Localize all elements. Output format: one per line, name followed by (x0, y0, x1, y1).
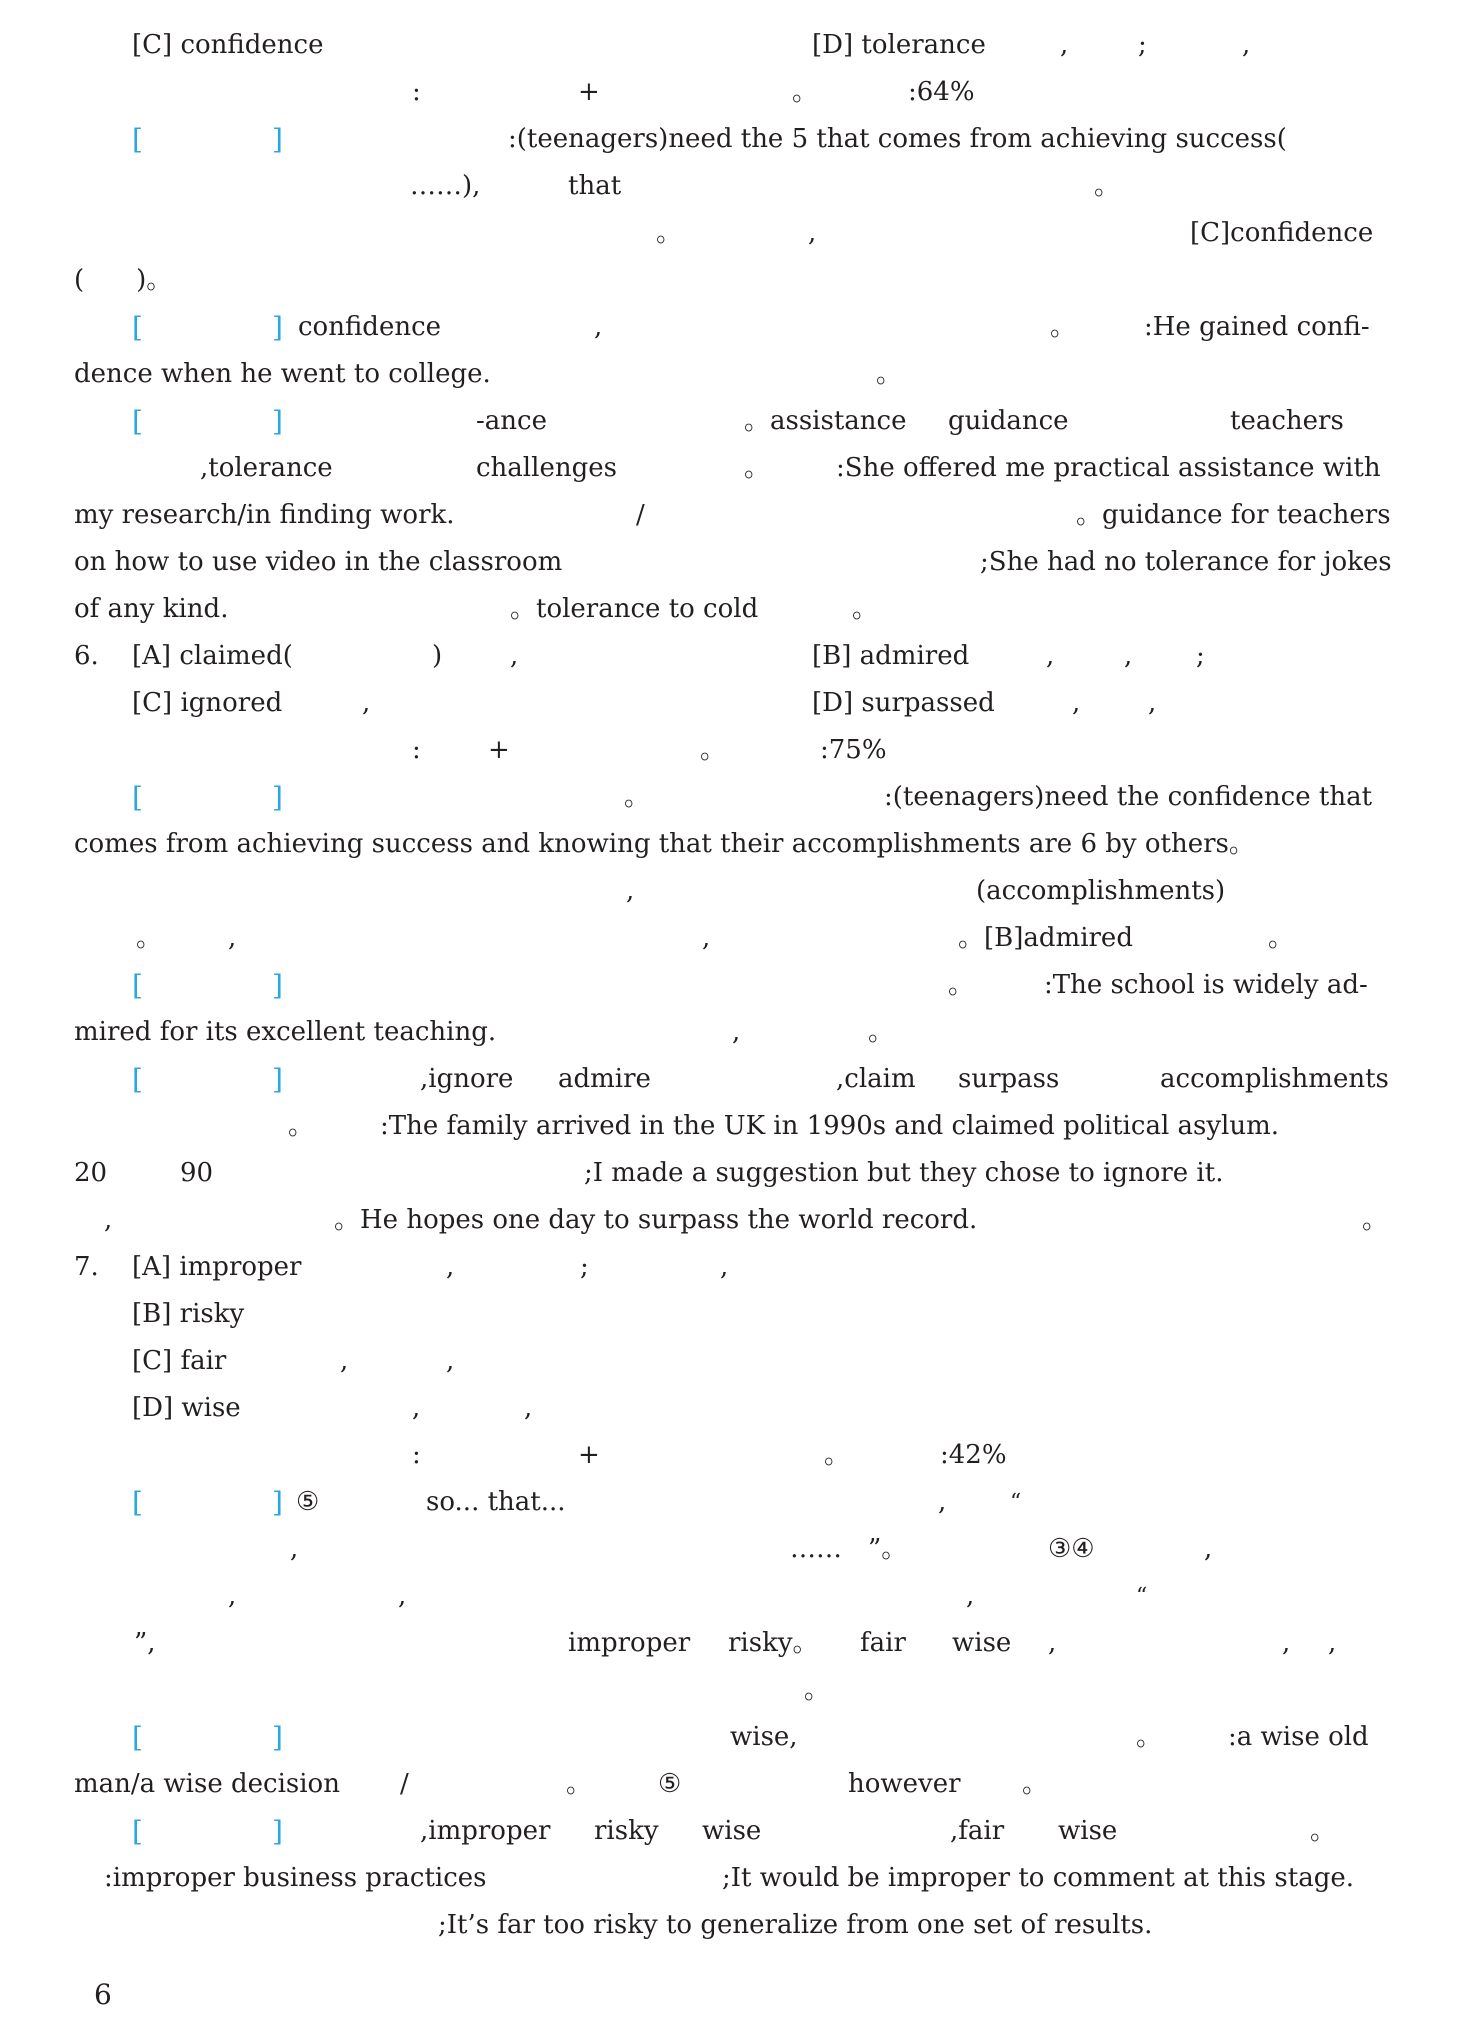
text-segment: that (568, 171, 622, 201)
text-segment: / (636, 500, 645, 530)
text-segment: : (412, 1440, 421, 1470)
annotation-bracket: ] (272, 123, 283, 156)
text-segment: so... that... (426, 1487, 566, 1517)
text-line (0, 1667, 1457, 1714)
text-line (0, 1479, 1457, 1526)
text-segment: fair (860, 1628, 906, 1658)
text-segment: [B] risky (132, 1299, 245, 1329)
text-segment: [C] fair (132, 1346, 227, 1376)
text-segment: , (104, 1205, 113, 1235)
text-line (0, 821, 1457, 868)
text-segment: 。 (1022, 1769, 1049, 1799)
text-segment: , (1060, 30, 1069, 60)
text-line (0, 1103, 1457, 1150)
text-line (0, 1385, 1457, 1432)
text-line (0, 1855, 1457, 1902)
text-segment: , (446, 1346, 455, 1376)
text-segment: 20 (74, 1158, 108, 1188)
text-segment: 90 (180, 1158, 214, 1188)
text-segment: on how to use video in the classroom (74, 547, 563, 577)
text-line (0, 1808, 1457, 1855)
text-segment: 6. (74, 641, 99, 671)
text-segment: + (578, 77, 600, 107)
text-segment: 。 (1268, 923, 1295, 953)
text-segment: :improper business practices (104, 1863, 487, 1893)
text-segment: 。 (566, 1769, 593, 1799)
text-segment: , (228, 1581, 237, 1611)
annotation-bracket: ] (272, 1063, 283, 1096)
text-segment: ;I made a suggestion but they chose to ignore it. (584, 1158, 1224, 1188)
text-segment: 。assistance (744, 406, 907, 436)
text-segment: ; (580, 1252, 589, 1282)
text-segment: , (1204, 1534, 1213, 1564)
text-segment: of any kind. (74, 594, 229, 624)
text-segment: , (1282, 1628, 1291, 1658)
text-segment: [C] confidence (132, 30, 324, 60)
page-number: 6 (94, 1978, 112, 2011)
text-segment: , (362, 688, 371, 718)
text-segment: “ (1136, 1584, 1148, 1609)
annotation-bracket: ] (272, 405, 283, 438)
text-segment: ”, (134, 1628, 156, 1658)
text-line (0, 1244, 1457, 1291)
text-segment: confidence (298, 312, 442, 342)
text-segment: 。tolerance to cold (510, 594, 759, 624)
text-segment: however (848, 1769, 961, 1799)
text-segment: mired for its excellent teaching. (74, 1017, 497, 1047)
text-segment: comes from achieving success and knowing that their accomplishments are 6 by others。 (74, 829, 1255, 859)
text-segment: :The school is widely ad- (1044, 970, 1368, 1000)
text-segment: , (228, 923, 237, 953)
text-segment: :She offered me practical assistance with (836, 453, 1381, 483)
text-segment: ,tolerance (200, 453, 333, 483)
text-segment: 。 (948, 970, 975, 1000)
text-segment: :He gained confi- (1144, 312, 1370, 342)
text-segment: 。 (792, 77, 819, 107)
text-segment: 。 (744, 453, 771, 483)
annotation-bracket: ] (272, 1721, 283, 1754)
text-segment: 。 (852, 594, 879, 624)
annotation-bracket: ] (272, 311, 283, 344)
text-segment: , (412, 1393, 421, 1423)
text-segment: 。 (1362, 1205, 1389, 1235)
text-segment: wise (702, 1816, 762, 1846)
text-line (0, 586, 1457, 633)
text-line (0, 1432, 1457, 1479)
text-line (0, 539, 1457, 586)
annotation-bracket: ] (272, 1486, 283, 1519)
text-segment: ⑤ (296, 1487, 320, 1517)
text-line (0, 1150, 1457, 1197)
text-line (0, 492, 1457, 539)
text-segment: [C]confidence (1190, 218, 1374, 248)
text-line (0, 1009, 1457, 1056)
annotation-bracket: [ (132, 1486, 143, 1519)
text-segment: , (1242, 30, 1251, 60)
text-segment: 。 (288, 1111, 315, 1141)
text-line (0, 1291, 1457, 1338)
text-segment: “ (1010, 1490, 1022, 1515)
text-line (0, 774, 1457, 821)
text-segment: surpass (958, 1064, 1060, 1094)
text-segment: admire (558, 1064, 651, 1094)
annotation-bracket: [ (132, 969, 143, 1002)
text-line (0, 210, 1457, 257)
text-segment: …… ”。 (790, 1534, 908, 1564)
text-segment: , (808, 218, 817, 248)
text-segment: ,improper (420, 1816, 551, 1846)
annotation-bracket: [ (132, 1063, 143, 1096)
text-segment: ③④ (1048, 1534, 1095, 1564)
text-segment: ;She had no tolerance for jokes (980, 547, 1392, 577)
text-segment: 。He hopes one day to surpass the world record. (334, 1205, 978, 1235)
text-segment: : (412, 735, 421, 765)
text-line (0, 304, 1457, 351)
text-line (0, 1526, 1457, 1573)
text-segment: my research/in finding work. (74, 500, 455, 530)
annotation-bracket: [ (132, 1721, 143, 1754)
annotation-bracket: [ (132, 405, 143, 438)
text-segment: [D] surpassed (812, 688, 995, 718)
text-segment: (accomplishments) (976, 876, 1226, 906)
text-segment: 。 (868, 1017, 895, 1047)
text-segment: 。 (876, 359, 903, 389)
text-segment: challenges (476, 453, 617, 483)
text-line (0, 1902, 1457, 1949)
text-line (0, 445, 1457, 492)
text-line (0, 257, 1457, 304)
text-segment: 。 (1136, 1722, 1163, 1752)
text-line (0, 1573, 1457, 1620)
text-line (0, 1056, 1457, 1103)
text-segment: , (290, 1534, 299, 1564)
text-line (0, 351, 1457, 398)
text-line (0, 633, 1457, 680)
text-segment: , (398, 1581, 407, 1611)
annotation-bracket: [ (132, 1815, 143, 1848)
text-segment: -ance (476, 406, 547, 436)
text-segment: ,claim (836, 1064, 916, 1094)
text-line (0, 1197, 1457, 1244)
text-segment: [A] claimed( (132, 641, 293, 671)
annotation-bracket: [ (132, 123, 143, 156)
text-line (0, 1338, 1457, 1385)
text-segment: ( )。 (74, 265, 173, 295)
text-segment: , (1046, 641, 1055, 671)
text-segment: , (594, 312, 603, 342)
text-line (0, 680, 1457, 727)
text-segment: :64% (908, 77, 975, 107)
text-segment: man/a wise decision (74, 1769, 340, 1799)
text-segment: ,ignore (420, 1064, 514, 1094)
text-segment: ;It would be improper to comment at this stage. (722, 1863, 1354, 1893)
text-segment: accomplishments (1160, 1064, 1389, 1094)
text-segment: , (938, 1487, 947, 1517)
text-segment: [B] admired (812, 641, 970, 671)
text-segment: : (412, 77, 421, 107)
text-segment: 。 (824, 1440, 851, 1470)
text-segment: :a wise old (1228, 1722, 1369, 1752)
text-line (0, 962, 1457, 1009)
text-segment: , (732, 1017, 741, 1047)
text-segment: , (702, 923, 711, 953)
text-line (0, 1620, 1457, 1667)
text-line (0, 915, 1457, 962)
text-line (0, 69, 1457, 116)
text-segment: 。 (1310, 1816, 1337, 1846)
text-segment: :The family arrived in the UK in 1990s and claimed political asylum. (380, 1111, 1280, 1141)
text-line (0, 727, 1457, 774)
annotation-bracket: ] (272, 1815, 283, 1848)
text-segment: / (400, 1769, 409, 1799)
text-segment: dence when he went to college. (74, 359, 491, 389)
text-segment: ⑤ (658, 1769, 682, 1799)
text-segment: [D] wise (132, 1393, 241, 1423)
text-segment: , (446, 1252, 455, 1282)
annotation-bracket: [ (132, 311, 143, 344)
text-segment: wise (1058, 1816, 1118, 1846)
text-line (0, 1714, 1457, 1761)
text-segment: :(teenagers)need the 5 that comes from achieving success( (508, 124, 1287, 154)
text-segment: 。 (804, 1675, 831, 1705)
text-segment: risky (594, 1816, 659, 1846)
text-segment: risky。 (728, 1628, 819, 1658)
text-segment: , (524, 1393, 533, 1423)
text-segment: ) (432, 641, 443, 671)
text-line (0, 22, 1457, 69)
text-segment: 。 (700, 735, 727, 765)
annotation-bracket: ] (272, 781, 283, 814)
text-segment: improper (568, 1628, 691, 1658)
text-segment: 。 (656, 218, 683, 248)
text-segment: ; (1196, 641, 1205, 671)
text-segment: ;It’s far too risky to generalize from one set of results. (438, 1910, 1153, 1940)
text-segment: , (626, 876, 635, 906)
text-segment: , (510, 641, 519, 671)
text-segment: + (488, 735, 510, 765)
text-segment: 。 (1094, 171, 1121, 201)
text-segment: [C] ignored (132, 688, 283, 718)
text-segment: ,fair (950, 1816, 1005, 1846)
text-segment: ……), (410, 171, 481, 201)
annotation-bracket: ] (272, 969, 283, 1002)
text-line (0, 163, 1457, 210)
text-segment: wise, (730, 1722, 798, 1752)
text-segment: , (1124, 641, 1133, 671)
text-segment: wise (952, 1628, 1012, 1658)
text-line (0, 398, 1457, 445)
text-line (0, 1761, 1457, 1808)
text-segment: guidance (948, 406, 1069, 436)
text-segment: , (1148, 688, 1157, 718)
text-segment: 7. (74, 1252, 99, 1282)
text-segment: :(teenagers)need the confidence that (884, 782, 1373, 812)
text-segment: 。 (1050, 312, 1077, 342)
text-segment: [A] improper (132, 1252, 302, 1282)
text-segment: , (720, 1252, 729, 1282)
text-segment: , (340, 1346, 349, 1376)
annotation-bracket: [ (132, 781, 143, 814)
text-segment: [D] tolerance (812, 30, 986, 60)
text-segment: , (1328, 1628, 1337, 1658)
text-segment: 。guidance for teachers (1076, 500, 1391, 530)
text-segment: teachers (1230, 406, 1344, 436)
text-segment: 。 (624, 782, 651, 812)
text-line (0, 868, 1457, 915)
text-segment: , (1072, 688, 1081, 718)
text-line (0, 116, 1457, 163)
text-segment: 。[B]admired (958, 923, 1133, 953)
text-segment: , (1048, 1628, 1057, 1658)
text-segment: 。 (136, 923, 163, 953)
text-segment: :42% (940, 1440, 1007, 1470)
text-segment: :75% (820, 735, 887, 765)
text-segment: , (966, 1581, 975, 1611)
text-segment: ; (1138, 30, 1147, 60)
text-segment: + (578, 1440, 600, 1470)
